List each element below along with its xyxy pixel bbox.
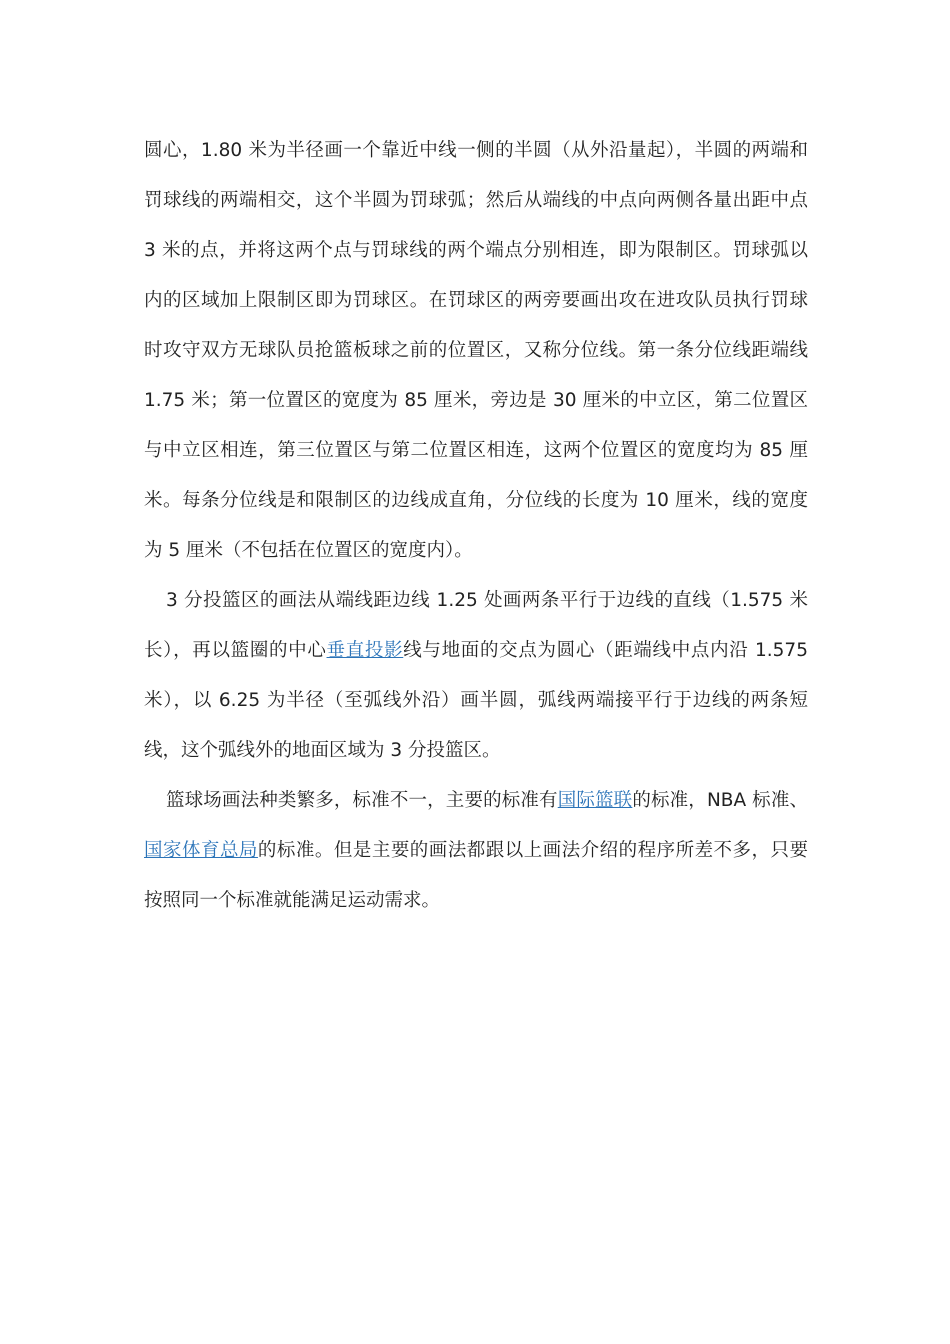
paragraph-text-after-link: 线与地面的交点为圆心（距端线中点内沿 1.575 米），以 6.25 为半径（至弧线外沿）画半圆，弧线两端接平行于边线的两条短线，这个弧线外的地面区域为 3 分投篮区。 (144, 640, 808, 761)
paragraph-penalty-area (144, 126, 808, 576)
paragraph-text-between-links: 的标准，NBA 标准、 (632, 790, 808, 811)
paragraph-standards (144, 776, 808, 926)
document-body (144, 126, 808, 926)
link-vertical-projection[interactable]: 垂直投影 (326, 640, 404, 661)
paragraph-text-after-link: 的标准。但是主要的画法都跟以上画法介绍的程序所差不多，只要按照同一个标准就能满足运动需求。 (144, 840, 808, 911)
paragraph-three-point-area (144, 576, 808, 776)
paragraph-text-before-link: 3 分投篮区的画法从端线距边线 1.25 处画两条平行于边线的直线（1.575 米长），再以篮圈的中心 (144, 590, 808, 661)
paragraph-text-before-link: 篮球场画法种类繁多，标准不一，主要的标准有 (166, 790, 558, 811)
link-general-administration-of-sport[interactable]: 国家体育总局 (144, 840, 258, 861)
paragraph-text: 圆心，1.80 米为半径画一个靠近中线一侧的半圆（从外沿量起），半圆的两端和罚球线的两端相交，这个半圆为罚球弧；然后从端线的中点向两侧各量出距中点 3 米的点，并将这两个点与罚球线的两个端点分别相连，即为限制区。罚球弧以内的区域加上限制区即为罚球区。在罚球区的两旁要画出攻在进攻队员执行罚球时攻守双方无球队员抢篮板球之前的位置区，又称分位线。第一条分位线距端线 1.75 米；第一位置区的宽度为 85 厘米，旁边是 30 厘米的中立区，第二位置区与中立区相连，第三位置区与第二位置区相连，这两个位置区的宽度均为 85 厘米。每条分位线是和限制区的边线成直角，分位线的长度为 10 厘米，线的宽度为 5 厘米（不包括在位置区的宽度内）。 (144, 140, 808, 561)
link-fiba[interactable]: 国际篮联 (557, 790, 633, 811)
